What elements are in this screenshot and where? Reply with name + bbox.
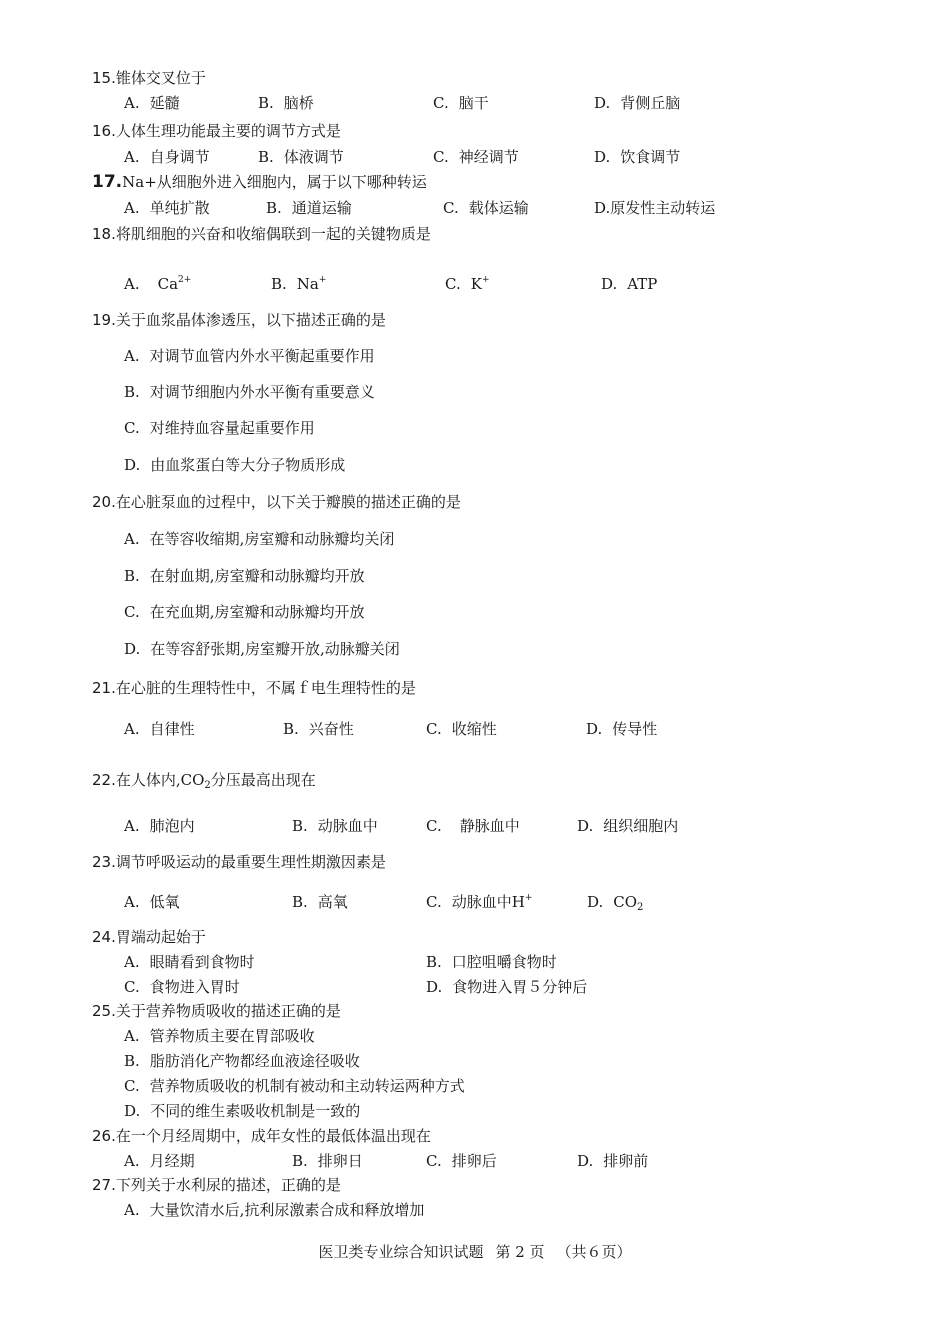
option-text: 在等容收缩期,房室瓣和动脉瓣均关闭 — [149, 530, 395, 548]
question-21 — [92, 678, 416, 698]
option-b — [426, 952, 557, 972]
option-letter: A. — [124, 1201, 140, 1219]
question-number: 26. — [92, 1127, 116, 1145]
option-letter: A. — [124, 530, 140, 548]
option-letter: C. — [433, 148, 449, 166]
question-text: 在人体内,CO — [115, 771, 205, 789]
option-text: 食物进入胃时 — [149, 978, 240, 996]
option-d — [594, 147, 680, 167]
option-b — [292, 1151, 363, 1171]
option-b — [283, 719, 354, 739]
option-letter: B. — [124, 567, 140, 585]
question-17 — [92, 172, 427, 192]
subscript: 2 — [204, 780, 211, 791]
option-b — [266, 198, 352, 218]
option-a — [124, 93, 180, 113]
question-text: 调节呼吸运动的最重要生理性期激因素是 — [115, 853, 386, 871]
option-text: 动脉血中 — [317, 817, 378, 835]
option-text: 对调节血管内外水平衡起重要作用 — [149, 347, 375, 365]
option-b — [124, 382, 375, 402]
option-a — [124, 719, 195, 739]
option-a — [124, 816, 195, 836]
option-letter: A. — [124, 347, 140, 365]
option-c — [433, 93, 489, 113]
option-letter: B. — [292, 893, 308, 911]
question-number: 25. — [92, 1002, 116, 1020]
option-letter: A. — [124, 817, 140, 835]
option-letter: A. — [124, 199, 140, 217]
option-letter: A. — [124, 1152, 140, 1170]
option-text: 静脉血中 — [459, 817, 520, 835]
question-20 — [92, 492, 461, 512]
option-text: 由血浆蛋白等大分子物质形成 — [150, 456, 346, 474]
option-text: 组织细胞内 — [603, 817, 679, 835]
option-letter: C. — [124, 603, 140, 621]
option-text: 动脉血中H — [451, 893, 525, 911]
option-b — [292, 892, 348, 912]
question-text: 关于营养物质吸收的描述正确的是 — [115, 1002, 341, 1020]
option-text: 延髓 — [149, 94, 180, 112]
option-b — [124, 566, 365, 586]
option-letter: A. — [124, 1027, 140, 1045]
option-text: 体液调节 — [283, 148, 344, 166]
option-c — [433, 147, 519, 167]
option-text: 肺泡内 — [149, 817, 195, 835]
option-letter: C. — [124, 419, 140, 437]
option-a — [124, 1026, 315, 1046]
superscript: + — [318, 275, 327, 285]
option-c — [443, 198, 529, 218]
option-letter: A. — [124, 148, 140, 166]
option-text: 自律性 — [149, 720, 195, 738]
footer-total-pages: （共６页） — [556, 1243, 632, 1261]
question-number: 17. — [92, 172, 123, 192]
option-b — [271, 274, 326, 294]
option-text: 口腔咀嚼食物时 — [451, 953, 557, 971]
page-footer — [0, 1242, 950, 1262]
question-number: 15. — [92, 69, 116, 87]
option-text: K — [470, 275, 482, 293]
option-letter: C. — [445, 275, 461, 293]
question-27 — [92, 1175, 341, 1195]
option-d — [594, 93, 680, 113]
option-letter: D. — [577, 1152, 594, 1170]
option-text: 食物进入胃５分钟后 — [452, 978, 588, 996]
option-c — [426, 816, 520, 836]
option-a — [124, 274, 191, 294]
option-text: 原发性主动转运 — [610, 199, 716, 217]
option-text: 背侧丘脑 — [620, 94, 681, 112]
option-letter: A. — [124, 275, 140, 293]
option-d — [124, 455, 345, 475]
question-18 — [92, 224, 431, 244]
question-15 — [92, 68, 206, 88]
option-text: 单纯扩散 — [149, 199, 210, 217]
question-text: 分压最高出现在 — [210, 771, 316, 789]
option-text: 兴奋性 — [308, 720, 354, 738]
question-text: 锥体交叉位于 — [115, 69, 206, 87]
option-a — [124, 529, 394, 549]
option-c — [445, 274, 489, 294]
option-letter: C. — [426, 817, 442, 835]
option-letter: C. — [124, 1077, 140, 1095]
option-text: CO — [613, 893, 638, 911]
question-text: Na+从细胞外进入细胞内，属于以下哪种转运 — [122, 173, 427, 191]
option-c — [426, 719, 497, 739]
question-19 — [92, 310, 386, 330]
question-number: 22. — [92, 771, 116, 789]
option-text: ATP — [627, 275, 658, 293]
option-text: 低氧 — [149, 893, 180, 911]
subscript: 2 — [637, 902, 644, 913]
footer-page-number: 第 2 页 — [495, 1243, 545, 1261]
option-letter: A. — [124, 720, 140, 738]
option-a — [124, 346, 375, 366]
option-letter: D. — [587, 893, 604, 911]
option-letter: C. — [426, 893, 442, 911]
question-number: 21. — [92, 679, 116, 697]
option-text: 营养物质吸收的机制有被动和主动转运两种方式 — [149, 1077, 465, 1095]
option-text: 排卵前 — [603, 1152, 649, 1170]
option-text: 传导性 — [612, 720, 658, 738]
option-text: 脑干 — [458, 94, 489, 112]
option-a — [124, 892, 180, 912]
option-letter: D. — [577, 817, 594, 835]
option-text: 饮食调节 — [620, 148, 681, 166]
option-letter: B. — [283, 720, 299, 738]
option-text: 在射血期,房室瓣和动脉瓣均开放 — [149, 567, 365, 585]
option-letter: A. — [124, 953, 140, 971]
option-text: 神经调节 — [458, 148, 519, 166]
option-d — [594, 198, 715, 218]
option-letter: D. — [594, 148, 611, 166]
option-letter: C. — [426, 1152, 442, 1170]
option-letter: C. — [124, 978, 140, 996]
option-letter: B. — [258, 148, 274, 166]
option-text: 管养物质主要在胃部吸收 — [149, 1027, 315, 1045]
superscript: 2+ — [178, 275, 192, 285]
option-letter: A. — [124, 893, 140, 911]
option-text: 对调节细胞内外水平衡有重要意义 — [149, 383, 375, 401]
option-text: 排卵日 — [317, 1152, 363, 1170]
question-text: 在心脏泵血的过程中，以下关于瓣膜的描述正确的是 — [115, 493, 461, 511]
question-16 — [92, 121, 341, 141]
option-text: 脂肪消化产物都经血液途径吸收 — [149, 1052, 360, 1070]
option-b — [258, 147, 344, 167]
question-number: 20. — [92, 493, 116, 511]
option-text: 在充血期,房室瓣和动脉瓣均开放 — [149, 603, 365, 621]
option-letter: C. — [433, 94, 449, 112]
option-text: 收缩性 — [451, 720, 497, 738]
question-text: 胃端动起始于 — [115, 928, 206, 946]
option-text: 排卵后 — [451, 1152, 497, 1170]
question-number: 16. — [92, 122, 116, 140]
option-text: Na — [296, 275, 319, 293]
question-text: 在心脏的生理特性中，不属ｆ电生理特性的是 — [115, 679, 416, 697]
option-d — [426, 977, 587, 997]
footer-title: 医卫类专业综合知识试题 — [318, 1243, 484, 1261]
question-25 — [92, 1001, 341, 1021]
superscript: + — [481, 275, 490, 285]
option-letter: D. — [586, 720, 603, 738]
question-22 — [92, 770, 316, 790]
option-letter: B. — [292, 1152, 308, 1170]
option-letter: D. — [124, 1102, 141, 1120]
question-number: 18. — [92, 225, 116, 243]
option-c — [124, 602, 365, 622]
option-letter: A. — [124, 94, 140, 112]
option-letter: B. — [124, 1052, 140, 1070]
option-text: 月经期 — [149, 1152, 195, 1170]
option-text: 不同的维生素吸收机制是一致的 — [150, 1102, 361, 1120]
option-c — [426, 892, 532, 912]
option-text: Ca — [157, 275, 179, 293]
option-d — [601, 274, 657, 294]
question-text: 关于血浆晶体渗透压，以下描述正确的是 — [115, 311, 386, 329]
question-text: 人体生理功能最主要的调节方式是 — [115, 122, 341, 140]
option-text: 对维持血容量起重要作用 — [149, 419, 315, 437]
option-a — [124, 1200, 424, 1220]
option-letter: B. — [271, 275, 287, 293]
option-letter: B. — [266, 199, 282, 217]
question-24 — [92, 927, 206, 947]
option-letter: B. — [124, 383, 140, 401]
option-c — [124, 1076, 465, 1096]
question-23 — [92, 852, 386, 872]
option-b — [292, 816, 378, 836]
option-letter: D. — [426, 978, 443, 996]
option-a — [124, 198, 210, 218]
option-letter: D. — [601, 275, 618, 293]
option-letter: C. — [426, 720, 442, 738]
option-c — [124, 977, 240, 997]
superscript: + — [524, 893, 533, 903]
option-d — [587, 892, 643, 912]
question-text: 将肌细胞的兴奋和收缩偶联到一起的关键物质是 — [115, 225, 431, 243]
option-letter: D. — [124, 456, 141, 474]
question-number: 19. — [92, 311, 116, 329]
option-d — [577, 1151, 648, 1171]
option-text: 在等容舒张期,房室瓣开放,动脉瓣关闭 — [150, 640, 400, 658]
option-letter: B. — [426, 953, 442, 971]
option-text: 眼睛看到食物时 — [149, 953, 255, 971]
option-c — [124, 418, 315, 438]
option-c — [426, 1151, 497, 1171]
option-a — [124, 1151, 195, 1171]
option-letter: B. — [258, 94, 274, 112]
option-d — [586, 719, 657, 739]
option-text: 载体运输 — [468, 199, 529, 217]
option-letter: D. — [594, 199, 611, 217]
option-d — [124, 1101, 360, 1121]
option-letter: D. — [594, 94, 611, 112]
question-number: 27. — [92, 1176, 116, 1194]
option-text: 通道运输 — [291, 199, 352, 217]
question-number: 23. — [92, 853, 116, 871]
question-26 — [92, 1126, 431, 1146]
question-text: 在一个月经周期中，成年女性的最低体温出现在 — [115, 1127, 431, 1145]
option-letter: D. — [124, 640, 141, 658]
option-b — [124, 1051, 360, 1071]
option-b — [258, 93, 314, 113]
option-a — [124, 147, 210, 167]
question-text: 下列关于水利尿的描述，正确的是 — [115, 1176, 341, 1194]
option-d — [577, 816, 678, 836]
option-text: 大量饮清水后,抗利尿激素合成和释放增加 — [149, 1201, 425, 1219]
option-text: 高氧 — [317, 893, 348, 911]
option-a — [124, 952, 255, 972]
question-number: 24. — [92, 928, 116, 946]
option-text: 自身调节 — [149, 148, 210, 166]
option-d — [124, 639, 400, 659]
option-letter: B. — [292, 817, 308, 835]
option-text: 脑桥 — [283, 94, 314, 112]
option-letter: C. — [443, 199, 459, 217]
